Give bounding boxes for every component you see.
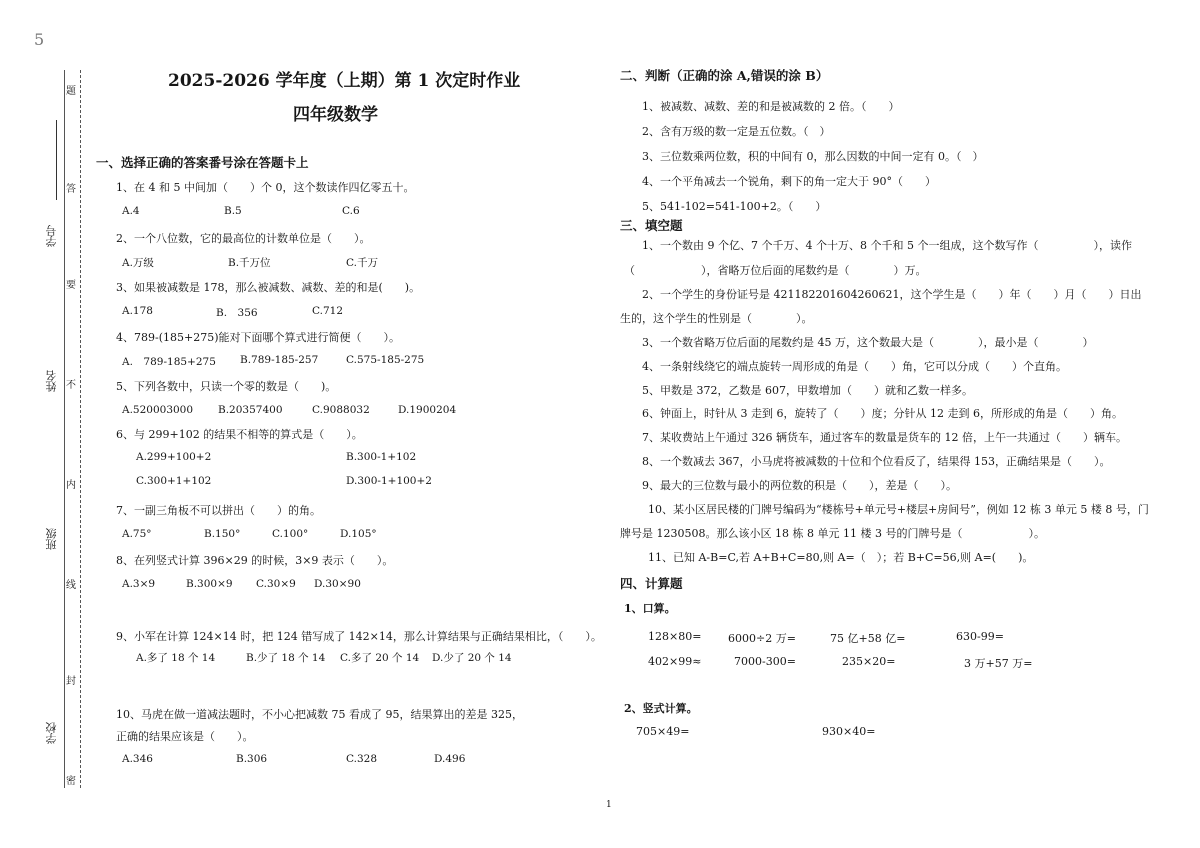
seal-char: 题 <box>66 86 76 97</box>
fill-line: 11、已知 A-B=C,若 A+B+C=80,则 A=（ ）；若 B+C=56,则 A=( )。 <box>648 551 1034 564</box>
option: C.575-185-275 <box>346 354 425 366</box>
question-5: 5、下列各数中，只读一个零的数是（ )。 <box>116 380 337 393</box>
option: B.150° <box>204 528 241 540</box>
question-7: 7、一副三角板不可以拼出（ ）的角。 <box>116 504 321 517</box>
oral-item: 7000-300= <box>734 655 796 668</box>
question-3: 3、如果被减数是 178，那么被减数、减数、差的和是( )。 <box>116 281 421 294</box>
vertical-item: 930×40= <box>822 725 876 738</box>
option: C.多了 20 个 14 <box>340 652 420 664</box>
option: A.4 <box>122 205 140 217</box>
oral-item: 402×99≈ <box>648 655 702 668</box>
option: D.30×90 <box>314 578 361 590</box>
fill-line: 生的，这个学生的性别是（ ）。 <box>620 312 813 325</box>
judge-item: 5、541-102=541-100+2。（ ） <box>642 200 827 213</box>
label-class: 班级 <box>45 528 58 550</box>
oral-item: 128×80= <box>648 630 702 643</box>
oral-item: 630-99= <box>956 630 1004 643</box>
vertical-item: 705×49= <box>636 725 690 738</box>
fill-line: （ ），省略万位后面的尾数约是（ ）万。 <box>624 264 927 277</box>
option: D.496 <box>434 753 466 765</box>
option: C.712 <box>312 305 344 317</box>
option: A. 789-185+275 <box>122 356 216 368</box>
option: C.100° <box>272 528 309 540</box>
question-10-cont: 正确的结果应该是（ ）。 <box>116 730 254 743</box>
option: B.5 <box>224 205 242 217</box>
label-student-id: 学号 <box>45 225 58 247</box>
option: A.178 <box>122 305 153 317</box>
question-6: 6、与 299+102 的结果不相等的算式是（ ）。 <box>116 428 363 441</box>
question-1: 1、在 4 和 5 中间加（ ）个 0，这个数读作四亿零五十。 <box>116 181 415 194</box>
judge-item: 4、一个平角减去一个锐角，剩下的角一定大于 90°（ ） <box>642 175 936 188</box>
option: A.多了 18 个 14 <box>136 652 216 664</box>
fill-line: 6、钟面上，时针从 3 走到 6，旋转了（ ）度；分针从 12 走到 6，所形成的角是（ ）角。 <box>642 407 1123 420</box>
fill-line: 7、某收费站上午通过 326 辆货车，通过客车的数量是货车的 12 倍，上午一共通过（ ）辆车。 <box>642 431 1127 444</box>
option: C.30×9 <box>256 578 296 590</box>
option: A.75° <box>122 528 152 540</box>
seal-char: 要 <box>66 280 76 291</box>
option: A.299+100+2 <box>136 451 212 463</box>
fill-line: 9、最大的三位数与最小的两位数的积是（ ），差是（ ）。 <box>642 479 957 492</box>
question-4: 4、789-(185+275)能对下面哪个算式进行简便（ ）。 <box>116 331 401 344</box>
fill-line: 牌号是 1230508。那么该小区 18 栋 8 单元 11 楼 3 号的门牌号是（ ）。 <box>620 527 1045 540</box>
seal-char: 封 <box>66 676 76 687</box>
option: B.300-1+102 <box>346 451 417 463</box>
oral-item: 3 万+57 万= <box>964 657 1033 670</box>
seal-char: 内 <box>66 480 76 491</box>
fill-line: 8、一个数减去 367，小马虎将被减数的十位和个位看反了，结果得 153，正确结果是（ ）。 <box>642 455 1111 468</box>
section2-heading: 二、判断（正确的涂 A,错误的涂 B） <box>620 68 829 83</box>
binding-line-outer <box>64 70 65 788</box>
question-10: 10、马虎在做一道减法题时，不小心把减数 75 看成了 95，结果算出的差是 325， <box>116 708 523 721</box>
fill-line: 10、某小区居民楼的门牌号编码为“楼栋号+单元号+楼层+房间号”，例如 12 栋 3 单元 5 楼 8 号，门 <box>648 503 1149 516</box>
page-number: 1 <box>606 800 612 810</box>
label-school: 学校 <box>45 722 58 744</box>
fill-line: 2、一个学生的身份证号是 421182201604260621，这个学生是（ ）年（ ）月（ ）日出 <box>642 288 1142 301</box>
option: C.300+1+102 <box>136 475 212 487</box>
option: C.328 <box>346 753 378 765</box>
option: A.3×9 <box>122 578 156 590</box>
judge-item: 3、三位数乘两位数，积的中间有 0，那么因数的中间一定有 0。（ ） <box>642 150 984 163</box>
fill-line: 3、一个数省略万位后面的尾数约是 45 万，这个数最大是（ ），最小是（ ） <box>642 336 1094 349</box>
option: C.千万 <box>346 257 378 269</box>
oral-item: 235×20= <box>842 655 896 668</box>
binding-line-dashed <box>80 70 81 788</box>
seal-char: 密 <box>66 776 76 787</box>
option: C.9088032 <box>312 404 370 416</box>
seal-char: 线 <box>66 580 76 591</box>
oral-heading: 1、口算。 <box>624 602 676 615</box>
option: B.306 <box>236 753 268 765</box>
section1-heading: 一、选择正确的答案番号涂在答题卡上 <box>96 155 309 170</box>
option: D.少了 20 个 14 <box>432 652 512 664</box>
option: D.300-1+100+2 <box>346 475 432 487</box>
seal-char: 不 <box>66 380 76 391</box>
fill-line: 1、一个数由 9 个亿、7 个千万、4 个十万、8 个千和 5 个一组成，这个数写作（ ），读作 <box>642 239 1132 252</box>
seal-char: 答 <box>66 184 76 195</box>
option: B.少了 18 个 14 <box>246 652 326 664</box>
option: B.300×9 <box>186 578 233 590</box>
section4-heading: 四、计算题 <box>620 576 683 591</box>
corner-mark: 5 <box>34 30 45 49</box>
page-title: 2025-2026 学年度（上期）第 1 次定时作业 <box>168 71 521 91</box>
judge-item: 2、含有万级的数一定是五位数。（ ） <box>642 125 831 138</box>
student-id-line <box>56 120 57 200</box>
section3-heading: 三、填空题 <box>620 218 683 233</box>
option: B.789-185-257 <box>240 354 319 366</box>
judge-item: 1、被减数、减数、差的和是被减数的 2 倍。（ ） <box>642 100 900 113</box>
vertical-heading: 2、竖式计算。 <box>624 702 698 715</box>
page-subtitle: 四年级数学 <box>293 105 378 125</box>
option: B.千万位 <box>228 257 271 269</box>
fill-line: 4、一条射线绕它的端点旋转一周形成的角是（ ）角，它可以分成（ ）个直角。 <box>642 360 1067 373</box>
option: B. 356 <box>216 307 258 319</box>
option: A.520003000 <box>122 404 194 416</box>
label-name: 姓名 <box>45 370 58 392</box>
option: D.1900204 <box>398 404 457 416</box>
option: A.万级 <box>122 257 154 269</box>
option: B.20357400 <box>218 404 283 416</box>
question-9: 9、小军在计算 124×14 时，把 124 错写成了 142×14，那么计算结果与正确结果相比，（ ）。 <box>116 630 602 643</box>
option: C.6 <box>342 205 360 217</box>
question-8: 8、在列竖式计算 396×29 的时候，3×9 表示（ ）。 <box>116 554 394 567</box>
fill-line: 5、甲数是 372，乙数是 607，甲数增加（ ）就和乙数一样多。 <box>642 384 973 397</box>
option: D.105° <box>340 528 377 540</box>
option: A.346 <box>122 753 153 765</box>
oral-item: 75 亿+58 亿= <box>830 632 906 645</box>
oral-item: 6000÷2 万= <box>728 632 796 645</box>
question-2: 2、一个八位数，它的最高位的计数单位是（ ）。 <box>116 232 371 245</box>
